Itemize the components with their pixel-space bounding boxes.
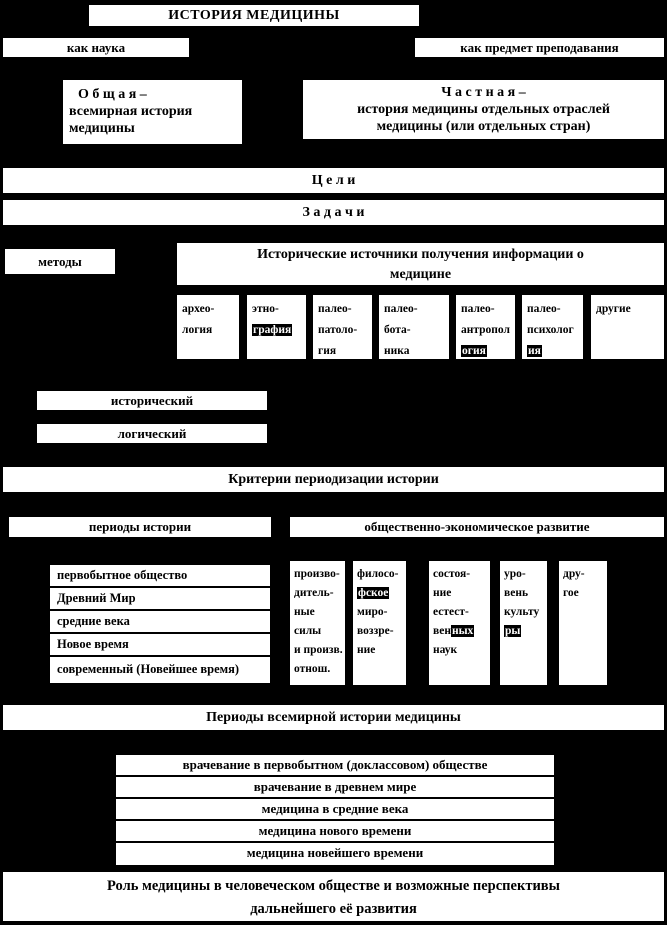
particular-history-line3: медицины (или отдельных стран): [376, 119, 591, 134]
source-archeology: [176, 294, 240, 360]
source-paleoanthropology: [455, 294, 516, 360]
period-row-ancient-world: Древний Мир: [50, 588, 270, 611]
factor-line: уро-: [504, 568, 526, 580]
world-periods-header-box: Периоды всемирной истории медицины: [2, 704, 665, 731]
factor-line: дитель-: [294, 587, 334, 599]
factor-productive-forces: [289, 560, 346, 686]
factor-line: произво-: [294, 568, 340, 580]
factor-line: ние: [433, 587, 452, 599]
as-teaching-subject-box: как предмет преподавания: [414, 37, 665, 58]
source-line: [527, 341, 581, 362]
stage-row-modern-times: медицина нового времени: [116, 821, 554, 843]
factor-other: [558, 560, 608, 686]
factor-line: дру-: [563, 568, 585, 580]
factor-philosophical-worldview: [352, 560, 407, 686]
footer-box: [2, 871, 665, 922]
highlighted-text: графия: [253, 324, 292, 336]
source-line: гия: [318, 345, 337, 357]
factor-line: естест-: [433, 606, 469, 618]
tasks-box: З а д а ч и: [2, 199, 665, 226]
method-logical-box: логический: [36, 423, 268, 444]
sources-header-box: [176, 242, 665, 286]
source-line: [461, 341, 513, 362]
history-periods-table: [48, 563, 272, 685]
factor-line: миро-: [357, 606, 388, 618]
factor-line: воззре-: [357, 625, 394, 637]
highlighted-text: ия: [528, 345, 541, 357]
particular-history-line2: история медицины отдельных отраслей: [357, 102, 610, 117]
source-other: [590, 294, 665, 360]
source-line: палео-: [318, 303, 352, 315]
source-line: палео-: [527, 303, 561, 315]
methods-box: методы: [4, 248, 116, 275]
particular-history-line1: Ч а с т н а я –: [441, 85, 526, 100]
source-line: палео-: [461, 303, 495, 315]
footer-line2: дальнейшего её развития: [250, 901, 417, 917]
general-history-box: [62, 79, 243, 145]
factor-line: ные силы: [294, 606, 322, 637]
title-box: ИСТОРИЯ МЕДИЦИНЫ: [88, 4, 420, 27]
period-row-contemporary: современный (Новейшее время): [57, 662, 240, 676]
factor-natural-science-state: [428, 560, 491, 686]
source-line: антропол: [461, 324, 510, 336]
factor-line: гое: [563, 587, 579, 599]
stage-row-newest-times: медицина новейшего времени: [246, 845, 424, 860]
periods-label-box: периоды истории: [8, 516, 272, 538]
source-line: логия: [182, 324, 213, 336]
factor-line: культу: [504, 606, 540, 618]
socio-economic-label-box: общественно-экономическое развитие: [289, 516, 665, 538]
factor-line: филосо-: [357, 568, 399, 580]
particular-history-box: [302, 79, 665, 140]
factor-line: [433, 622, 488, 641]
general-history-line3: медицины: [69, 121, 135, 136]
highlighted-text: ных: [451, 625, 474, 637]
sources-header-line1: Исторические источники получения информации о: [257, 247, 584, 262]
world-periods-table: [114, 753, 556, 867]
source-paleopathology: [312, 294, 373, 360]
source-paleopsychology: [521, 294, 584, 360]
highlighted-text: фское: [358, 587, 389, 599]
goals-box: Ц е л и: [2, 167, 665, 194]
source-line: этно-: [252, 303, 279, 315]
period-row-middle-ages: средние века: [50, 611, 270, 634]
source-line: патоло-: [318, 324, 358, 336]
stage-row-primitive-society: врачевание в первобытном (доклассовом) обществе: [116, 755, 554, 777]
factor-culture-level: [499, 560, 548, 686]
factor-line: состоя-: [433, 568, 471, 580]
source-line: ника: [384, 345, 410, 357]
general-history-line2: всемирная история: [69, 104, 193, 119]
factor-line: наук: [433, 644, 458, 656]
source-line: [252, 320, 304, 341]
source-ethnography: [246, 294, 307, 360]
highlighted-text: огия: [462, 345, 486, 357]
sources-header-line2: медицине: [389, 267, 452, 282]
factor-line: отнош.: [294, 663, 331, 675]
factor-line: [357, 584, 404, 603]
footer-line1: Роль медицины в человеческом обществе и возможные перспективы: [107, 878, 560, 894]
source-line: другие: [596, 303, 631, 315]
criteria-header-box: Критерии периодизации истории: [2, 466, 665, 493]
source-paleobotany: [378, 294, 450, 360]
factor-line: вень: [504, 587, 529, 599]
source-line: бота-: [384, 324, 411, 336]
factor-line: [504, 622, 545, 641]
source-line: архео-: [182, 303, 215, 315]
source-line: психолог: [527, 324, 574, 336]
method-historical-box: исторический: [36, 390, 268, 411]
as-science-box: как наука: [2, 37, 190, 58]
period-row-modern: Новое время: [50, 634, 270, 657]
factor-line: ние: [357, 644, 376, 656]
source-line: палео-: [384, 303, 418, 315]
period-row-primitive: первобытное общество: [50, 565, 270, 588]
plain-text: вен: [433, 625, 451, 637]
factor-line: и произв.: [294, 644, 343, 656]
stage-row-ancient-world: врачевание в древнем мире: [116, 777, 554, 799]
highlighted-text: ры: [505, 625, 521, 637]
general-history-line1: О б щ а я –: [78, 87, 147, 102]
stage-row-middle-ages: медицина в средние века: [116, 799, 554, 821]
